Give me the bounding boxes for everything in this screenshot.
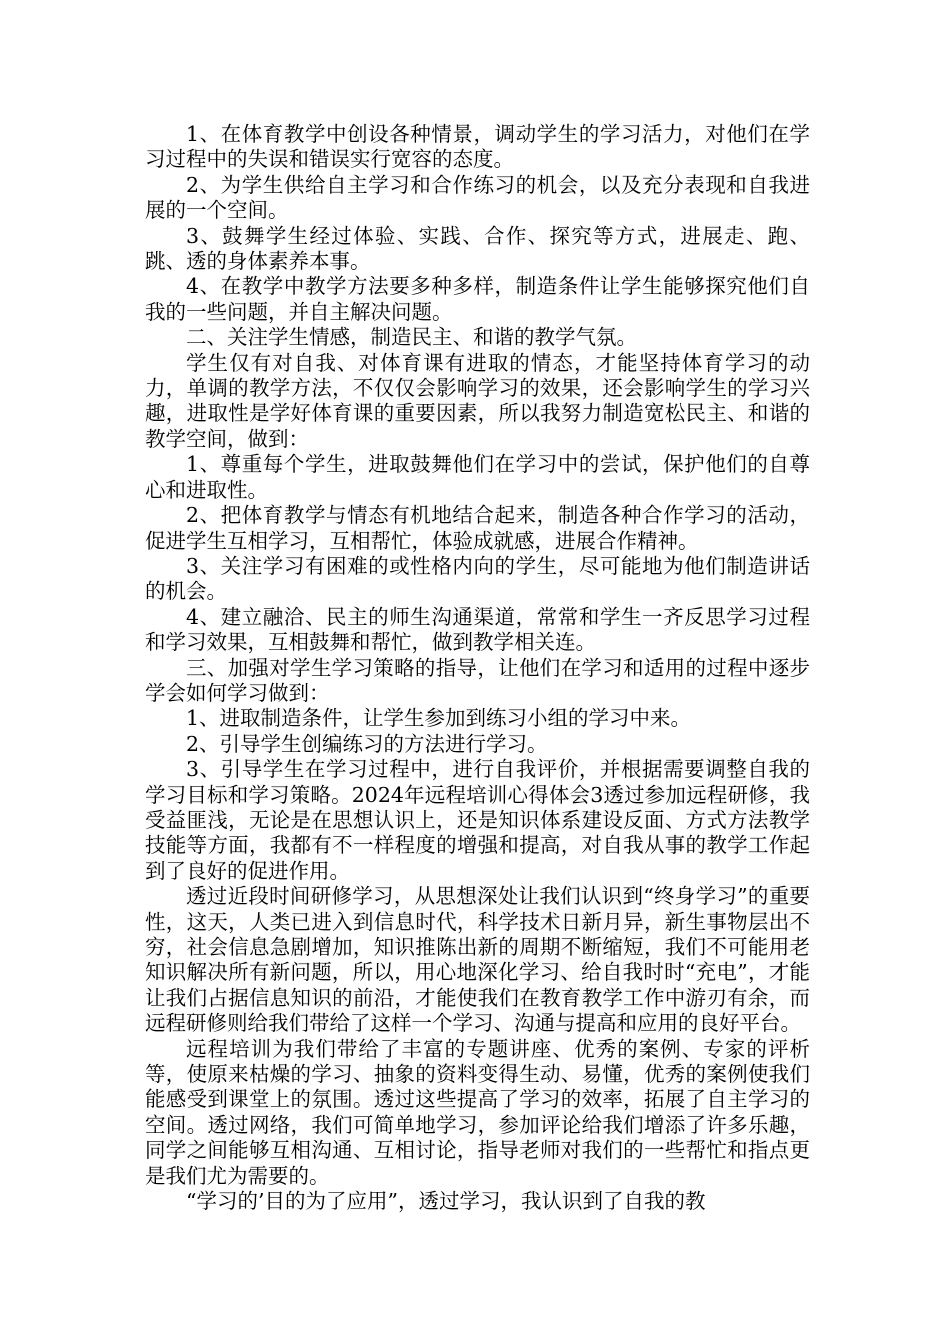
paragraph-2: 2、为学生供给自主学习和合作练习的机会，以及充分表现和自我进展的一个空间。 [145,172,810,223]
paragraph-15: 透过近段时间研修学习，从思想深处让我们认识到“终身学习”的重要性，这天，人类已进入到信息时代，科学技术日新月异，新生事物层出不穷，社会信息急剧增加，知识推陈出新的周期不断缩短，我们不可能用老知识解决所有新问题，所以，用心地深化学习、给自我时时“充电”，才能让我们占据信息知识的前沿，才能使我们在教育教学工作中游刃有余，而远程研修则给我们带给了这样一个学习、沟通与提高和应用的良好平台。 [145,884,810,1036]
paragraph-7: 1、尊重每个学生，进取鼓舞他们在学习中的尝试，保护他们的自尊心和进取性。 [145,452,810,502]
paragraph-6: 学生仅有对自我、对体育课有进取的情态，才能坚持体育学习的动力，单调的教学方法，不仅仅会影响学习的效果，还会影响学生的学习兴趣，进取性是学好体育课的重要因素，所以我努力制造宽松民主、和谐的教学空间，做到： [145,350,810,451]
paragraph-13: 2、引导学生创编练习的方法进行学习。 [186,731,548,756]
paragraph-17: “学习的’目的为了应用”，透过学习，我认识到了自我的教 [186,1189,706,1214]
paragraph-16: 远程培训为我们带给了丰富的专题讲座、优秀的案例、专家的评析等，使原来枯燥的学习、抽象的资料变得生动、易懂，优秀的案例使我们能感受到课堂上的氛围。透过这些提高了学习的效率，拓展了自主学习的空间。透过网络，我们可简单地学习，参加评论给我们增添了许多乐趣，同学之间能够互相沟通、互相讨论，指导老师对我们的一些帮忙和指点更是我们尤为需要的。 [145,1036,810,1188]
paragraph-9: 3、关注学习有困难的或性格内向的学生，尽可能地为他们制造讲话的机会。 [145,553,810,604]
paragraph-10: 4、建立融洽、民主的师生沟通渠道，常常和学生一齐反思学习过程和学习效果，互相鼓舞和帮忙，做到教学相关连。 [145,604,810,655]
section-heading-3: 三、加强对学生学习策略的指导，让他们在学习和适用的过程中逐步学会如何学习做到： [145,655,810,705]
paragraph-12: 1、进取制造条件，让学生参加到练习小组的学习中来。 [186,706,692,731]
paragraph-3: 3、鼓舞学生经过体验、实践、合作、探究等方式，进展走、跑、跳、透的身体素养本事。 [145,223,810,274]
paragraph-14: 3、引导学生在学习过程中，进行自我评价，并根据需要调整自我的学习目标和学习策略。2024年远程培训心得体会3透过参加远程研修，我受益匪浅，无论是在思想认识上，还是知识体系建设反面、方式方法教学技能等方面，我都有不一样程度的增强和提高，对自我从事的教学工作起到了良好的促进作用。 [145,757,810,883]
paragraph-8: 2、把体育教学与情态有机地结合起来，制造各种合作学习的活动，促进学生互相学习，互相帮忙，体验成就感，进展合作精神。 [145,503,810,553]
section-heading-2: 二、关注学生情感，制造民主、和谐的教学气氛。 [186,325,637,350]
paragraph-1: 1、在体育教学中创设各种情景，调动学生的学习活力，对他们在学习过程中的失误和错误实行宽容的态度。 [145,122,810,172]
paragraph-4: 4、在教学中教学方法要多种多样，制造条件让学生能够探究他们自我的一些问题，并自主解决问题。 [145,274,810,324]
document-body [145,122,810,1214]
